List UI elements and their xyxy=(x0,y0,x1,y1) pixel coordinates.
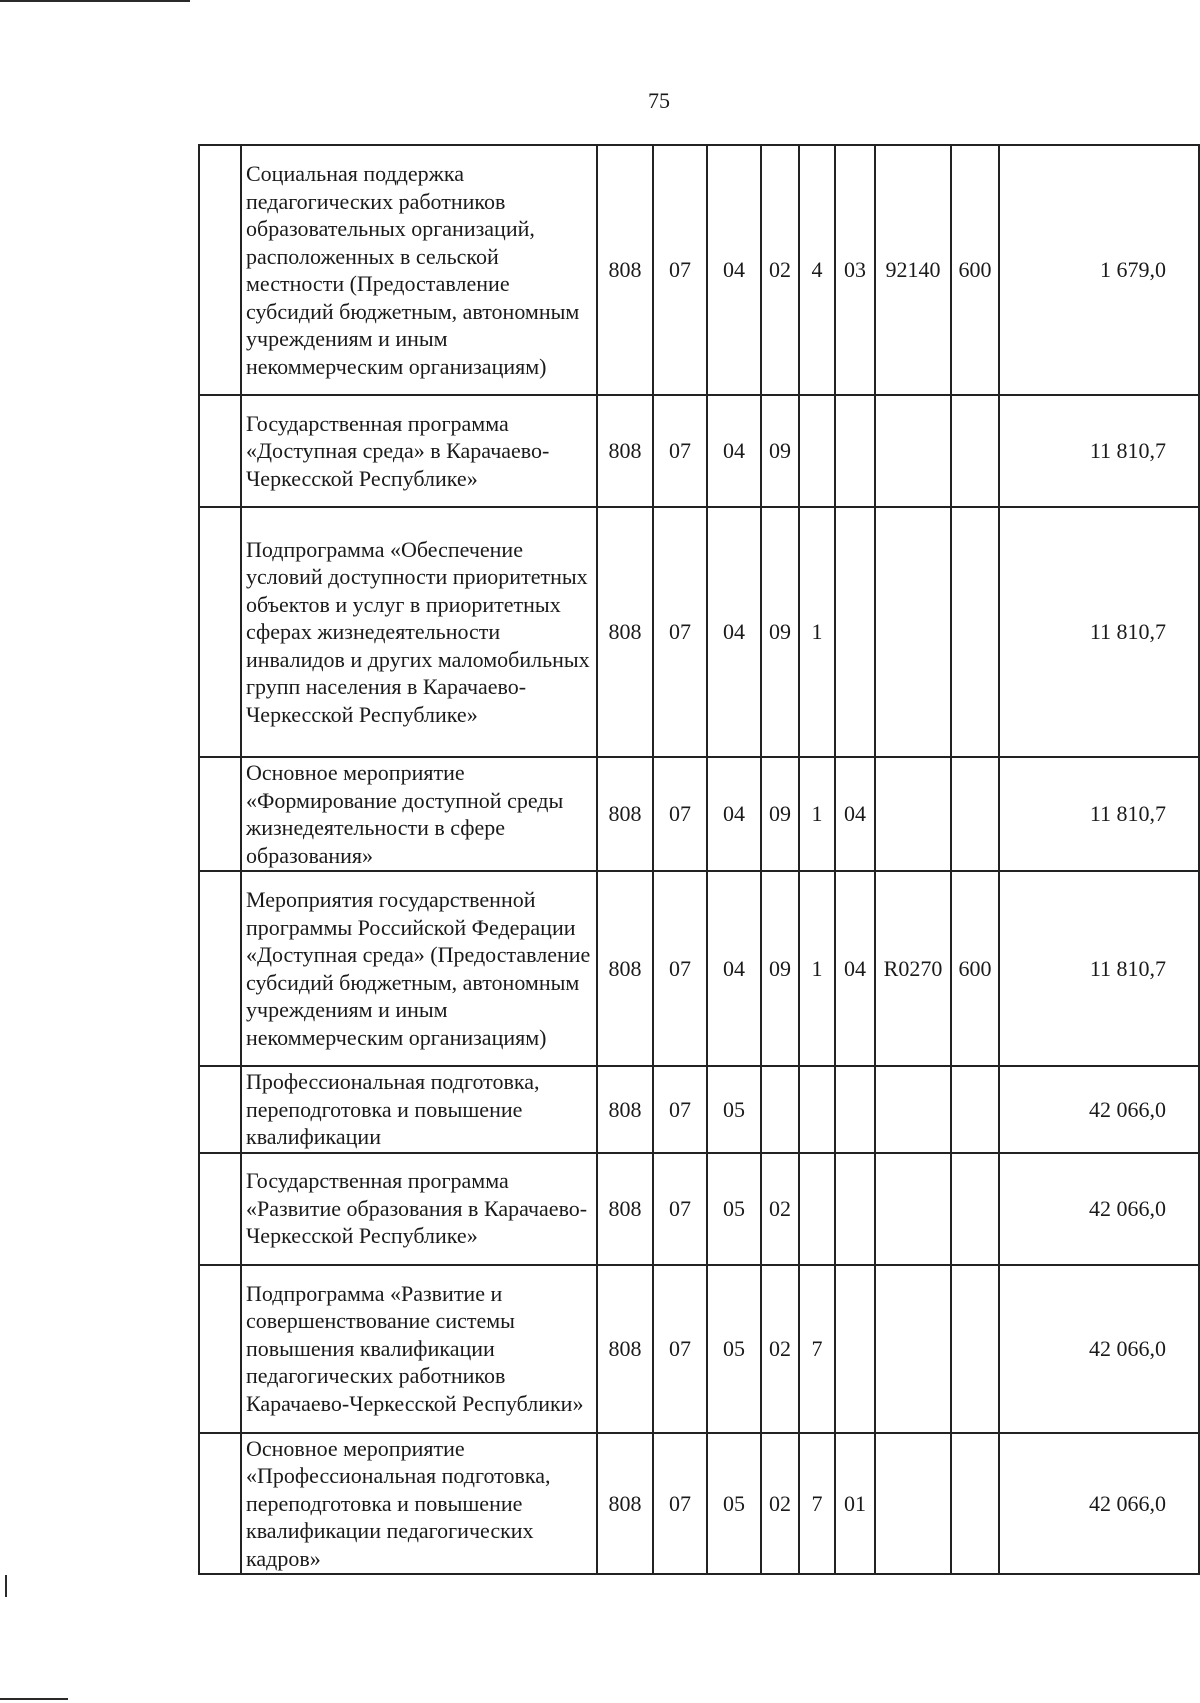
subprogram-code-cell: 4 xyxy=(799,145,835,395)
row-number-cell xyxy=(199,871,241,1066)
scan-artifact-top-line xyxy=(0,0,190,2)
table-row xyxy=(199,757,1199,871)
expense-type-cell xyxy=(951,1066,999,1153)
item-name: Подпрограмма «Обеспечение условий доступности приоритетных объектов и услуг в приоритетных сферах жизнедеятельности инвалидов и других маломобильных групп населения в Карачаево-Черкесской Республике» xyxy=(246,536,590,727)
section-code-cell: 07 xyxy=(653,507,707,757)
subprogram-code-cell: 1 xyxy=(799,757,835,871)
section-code-cell: 07 xyxy=(653,1153,707,1265)
section-code-cell: 07 xyxy=(653,1265,707,1433)
row-number-cell xyxy=(199,1153,241,1265)
program-code-cell: 09 xyxy=(761,757,799,871)
expense-type-cell: 600 xyxy=(951,145,999,395)
subsection-code-cell: 05 xyxy=(707,1433,761,1575)
table-row xyxy=(199,507,1199,757)
amount-cell: 1 679,0 xyxy=(999,145,1199,395)
direction-code-cell xyxy=(875,1066,951,1153)
amount-cell: 11 810,7 xyxy=(999,871,1199,1066)
direction-code-cell xyxy=(875,1433,951,1575)
amount-cell: 42 066,0 xyxy=(999,1433,1199,1575)
expense-type-cell xyxy=(951,507,999,757)
program-code-cell: 09 xyxy=(761,395,799,507)
ministry-code-cell: 808 xyxy=(597,145,653,395)
section-code-cell: 07 xyxy=(653,871,707,1066)
program-code-cell: 09 xyxy=(761,871,799,1066)
event-code-cell xyxy=(835,1153,875,1265)
subprogram-code-cell xyxy=(799,395,835,507)
section-code-cell: 07 xyxy=(653,395,707,507)
subprogram-code-cell: 7 xyxy=(799,1433,835,1575)
section-code-cell: 07 xyxy=(653,1433,707,1575)
section-code-cell: 07 xyxy=(653,757,707,871)
ministry-code-cell: 808 xyxy=(597,1265,653,1433)
item-name-cell xyxy=(241,395,597,507)
direction-code-cell xyxy=(875,757,951,871)
program-code-cell: 02 xyxy=(761,1433,799,1575)
event-code-cell xyxy=(835,507,875,757)
item-name-cell xyxy=(241,1265,597,1433)
subprogram-code-cell xyxy=(799,1066,835,1153)
table-row xyxy=(199,871,1199,1066)
subsection-code-cell: 04 xyxy=(707,757,761,871)
expense-type-cell: 600 xyxy=(951,871,999,1066)
item-name: Профессиональная подготовка, переподготовка и повышение квалификации xyxy=(246,1069,540,1149)
subprogram-code-cell xyxy=(799,1153,835,1265)
subsection-code-cell: 04 xyxy=(707,507,761,757)
subsection-code-cell: 05 xyxy=(707,1066,761,1153)
event-code-cell xyxy=(835,1265,875,1433)
item-name-cell xyxy=(241,1066,597,1153)
program-code-cell: 02 xyxy=(761,1153,799,1265)
item-name-cell xyxy=(241,871,597,1066)
subsection-code-cell: 05 xyxy=(707,1265,761,1433)
table-row xyxy=(199,145,1199,395)
amount-cell: 42 066,0 xyxy=(999,1153,1199,1265)
row-number-cell xyxy=(199,145,241,395)
amount-cell: 11 810,7 xyxy=(999,757,1199,871)
item-name: Подпрограмма «Развитие и совершенствование системы повышения квалификации педагогических работников Карачаево-Черкесской Республики» xyxy=(246,1280,584,1416)
scan-artifact-bottom-line xyxy=(0,1698,68,1700)
row-number-cell xyxy=(199,507,241,757)
row-number-cell xyxy=(199,1265,241,1433)
table-row xyxy=(199,1153,1199,1265)
amount-cell: 42 066,0 xyxy=(999,1265,1199,1433)
table-row xyxy=(199,1265,1199,1433)
expense-type-cell xyxy=(951,1153,999,1265)
event-code-cell: 01 xyxy=(835,1433,875,1575)
budget-table-body xyxy=(199,145,1199,1574)
event-code-cell xyxy=(835,1066,875,1153)
row-number-cell xyxy=(199,757,241,871)
amount-cell: 42 066,0 xyxy=(999,1066,1199,1153)
direction-code-cell xyxy=(875,1265,951,1433)
event-code-cell: 03 xyxy=(835,145,875,395)
section-code-cell: 07 xyxy=(653,1066,707,1153)
amount-cell: 11 810,7 xyxy=(999,507,1199,757)
item-name-cell xyxy=(241,1433,597,1575)
budget-table xyxy=(198,144,1200,1575)
item-name-cell xyxy=(241,757,597,871)
event-code-cell xyxy=(835,395,875,507)
amount-cell: 11 810,7 xyxy=(999,395,1199,507)
table-row xyxy=(199,1433,1199,1575)
direction-code-cell: 92140 xyxy=(875,145,951,395)
expense-type-cell xyxy=(951,1433,999,1575)
ministry-code-cell: 808 xyxy=(597,395,653,507)
program-code-cell: 09 xyxy=(761,507,799,757)
direction-code-cell: R0270 xyxy=(875,871,951,1066)
row-number-cell xyxy=(199,1066,241,1153)
item-name: Государственная программа «Доступная среда» в Карачаево-Черкесской Республике» xyxy=(246,410,550,491)
ministry-code-cell: 808 xyxy=(597,757,653,871)
subsection-code-cell: 04 xyxy=(707,871,761,1066)
subsection-code-cell: 04 xyxy=(707,395,761,507)
item-name: Основное мероприятие «Профессиональная подготовка, переподготовка и повышение квалификации педагогических кадров» xyxy=(246,1435,551,1571)
subprogram-code-cell: 1 xyxy=(799,871,835,1066)
program-code-cell xyxy=(761,1066,799,1153)
item-name-cell xyxy=(241,1153,597,1265)
ministry-code-cell: 808 xyxy=(597,1433,653,1575)
direction-code-cell xyxy=(875,1153,951,1265)
ministry-code-cell: 808 xyxy=(597,507,653,757)
item-name: Государственная программа «Развитие образования в Карачаево-Черкесской Республике» xyxy=(246,1168,588,1249)
row-number-cell xyxy=(199,395,241,507)
direction-code-cell xyxy=(875,507,951,757)
table-row xyxy=(199,395,1199,507)
expense-type-cell xyxy=(951,395,999,507)
program-code-cell: 02 xyxy=(761,1265,799,1433)
direction-code-cell xyxy=(875,395,951,507)
table-row xyxy=(199,1066,1199,1153)
expense-type-cell xyxy=(951,757,999,871)
item-name-cell xyxy=(241,145,597,395)
subsection-code-cell: 05 xyxy=(707,1153,761,1265)
event-code-cell: 04 xyxy=(835,757,875,871)
item-name: Основное мероприятие «Формирование доступной среды жизнедеятельности в сфере образования» xyxy=(246,760,564,868)
ministry-code-cell: 808 xyxy=(597,1153,653,1265)
row-number-cell xyxy=(199,1433,241,1575)
subprogram-code-cell: 1 xyxy=(799,507,835,757)
scan-artifact-left-tick xyxy=(5,1575,7,1597)
page-number: 75 xyxy=(648,88,670,113)
item-name: Мероприятия государственной программы Российской Федерации «Доступная среда» (Предоставление субсидий бюджетным, автономным учреждениям и иным некоммерческим организациям) xyxy=(246,887,591,1050)
ministry-code-cell: 808 xyxy=(597,1066,653,1153)
event-code-cell: 04 xyxy=(835,871,875,1066)
item-name: Социальная поддержка педагогических работников образовательных организаций, расположенных в сельской местности (Предоставление субсидий бюджетным, автономным учреждениям и иным некоммерческим организациям) xyxy=(246,161,580,379)
ministry-code-cell: 808 xyxy=(597,871,653,1066)
item-name-cell xyxy=(241,507,597,757)
program-code-cell: 02 xyxy=(761,145,799,395)
subsection-code-cell: 04 xyxy=(707,145,761,395)
subprogram-code-cell: 7 xyxy=(799,1265,835,1433)
expense-type-cell xyxy=(951,1265,999,1433)
section-code-cell: 07 xyxy=(653,145,707,395)
